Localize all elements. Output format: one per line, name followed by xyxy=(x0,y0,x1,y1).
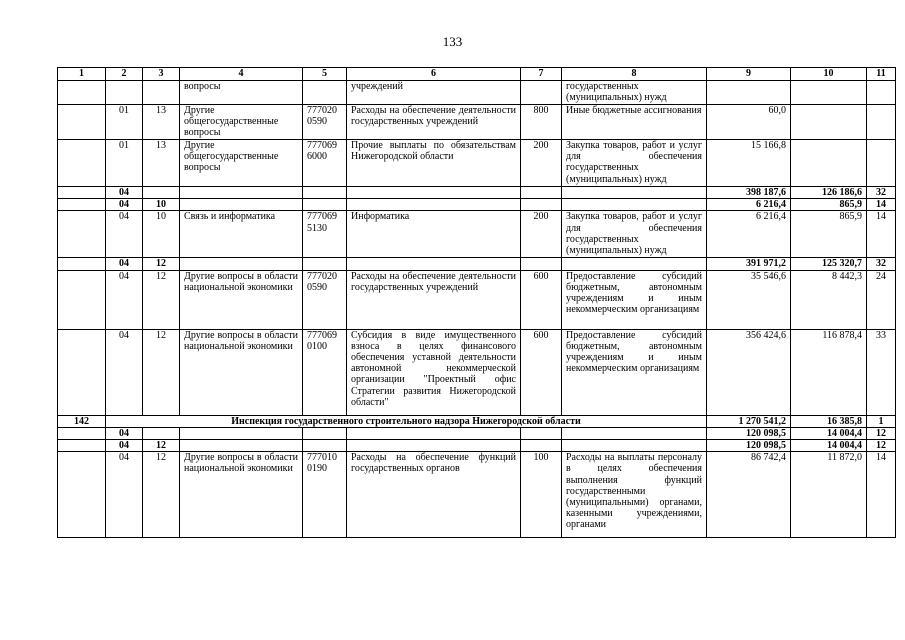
cell-col11: 32 xyxy=(867,258,896,270)
cell-amount-2: 11 872,0 xyxy=(791,452,867,538)
cell-col11: 12 xyxy=(867,427,896,439)
cell-expense-type-name xyxy=(562,427,707,439)
cell-article-name: учреждений xyxy=(347,81,521,105)
cell-amount-2: 865,9 xyxy=(791,199,867,211)
cell-target-article: 777069 6000 xyxy=(303,140,347,187)
column-header: 5 xyxy=(303,68,347,81)
cell-subsection-name: Другие вопросы в области национальной экономики xyxy=(180,329,303,415)
cell-expense-type xyxy=(521,440,562,452)
table-row xyxy=(58,81,896,105)
table-row xyxy=(58,105,896,140)
cell-col11: 32 xyxy=(867,187,896,199)
table-row xyxy=(58,140,896,187)
cell-subsection-name xyxy=(180,187,303,199)
cell-target-article: 777069 0100 xyxy=(303,329,347,415)
cell-subsection: 10 xyxy=(143,199,180,211)
cell-code xyxy=(58,187,106,199)
cell-amount-2: 865,9 xyxy=(791,211,867,258)
cell-subsection: 12 xyxy=(143,329,180,415)
cell-amount-2: 116 878,4 xyxy=(791,329,867,415)
cell-amount: 15 166,8 xyxy=(707,140,791,187)
cell-amount: 60,0 xyxy=(707,105,791,140)
cell-target-article: 777020 0590 xyxy=(303,105,347,140)
cell-section: 04 xyxy=(106,270,143,329)
cell-expense-type xyxy=(521,81,562,105)
column-header: 6 xyxy=(347,68,521,81)
cell-amount: 6 216,4 xyxy=(707,211,791,258)
cell-target-article: 777010 0190 xyxy=(303,452,347,538)
cell-col11: 14 xyxy=(867,452,896,538)
cell-amount-2 xyxy=(791,105,867,140)
cell-article-name: Субсидия в виде имущественного взноса в целях финансового обеспечения уставной деятельности автономной некоммерческой организации "Проектный офис Стратегии развития Нижегородской области" xyxy=(347,329,521,415)
cell-section: 04 xyxy=(106,452,143,538)
cell-col11 xyxy=(867,81,896,105)
cell-article-name: Расходы на обеспечение деятельности государственных учреждений xyxy=(347,270,521,329)
cell-expense-type xyxy=(521,427,562,439)
cell-expense-type-name xyxy=(562,440,707,452)
cell-expense-type-name xyxy=(562,199,707,211)
cell-amount xyxy=(707,81,791,105)
cell-amount-2: 125 320,7 xyxy=(791,258,867,270)
cell-amount: 35 546,6 xyxy=(707,270,791,329)
cell-amount: 391 971,2 xyxy=(707,258,791,270)
cell-target-article xyxy=(303,199,347,211)
cell-amount: 86 742,4 xyxy=(707,452,791,538)
cell-subsection-name: Другие вопросы в области национальной экономики xyxy=(180,270,303,329)
department-row xyxy=(58,415,896,427)
table-row xyxy=(58,270,896,329)
column-header-row xyxy=(58,68,896,81)
cell-target-article xyxy=(303,81,347,105)
table-row xyxy=(58,187,896,199)
cell-expense-type: 200 xyxy=(521,140,562,187)
cell-code xyxy=(58,140,106,187)
cell-expense-type: 200 xyxy=(521,211,562,258)
column-header: 2 xyxy=(106,68,143,81)
cell-target-article: 777020 0590 xyxy=(303,270,347,329)
cell-section xyxy=(106,81,143,105)
cell-expense-type-name: государственных (муниципальных) нужд xyxy=(562,81,707,105)
cell-section: 01 xyxy=(106,140,143,187)
cell-subsection: 12 xyxy=(143,452,180,538)
cell-expense-type: 100 xyxy=(521,452,562,538)
cell-col11: 24 xyxy=(867,270,896,329)
cell-amount: 120 098,5 xyxy=(707,440,791,452)
cell-expense-type xyxy=(521,258,562,270)
cell-expense-type-name: Закупка товаров, работ и услуг для обеспечения государственных (муниципальных) нужд xyxy=(562,140,707,187)
cell-amount: 1 270 541,2 xyxy=(707,415,791,427)
cell-amount-2: 16 385,8 xyxy=(791,415,867,427)
cell-code xyxy=(58,270,106,329)
cell-amount-2: 14 004,4 xyxy=(791,440,867,452)
cell-subsection-name: Связь и информатика xyxy=(180,211,303,258)
cell-section: 04 xyxy=(106,258,143,270)
cell-expense-type-name: Закупка товаров, работ и услуг для обеспечения государственных (муниципальных) нужд xyxy=(562,211,707,258)
budget-table xyxy=(57,67,896,538)
cell-expense-type-name: Расходы на выплаты персоналу в целях обеспечения выполнения функций государственными (муниципальными) органами, казенными учреждениями, органами xyxy=(562,452,707,538)
cell-expense-type-name: Предоставление субсидий бюджетным, автономным учреждениям и иным некоммерческим организациям xyxy=(562,329,707,415)
cell-subsection xyxy=(143,427,180,439)
cell-subsection-name xyxy=(180,258,303,270)
cell-col11: 14 xyxy=(867,199,896,211)
cell-col11: 1 xyxy=(867,415,896,427)
cell-code xyxy=(58,105,106,140)
cell-subsection-name: Другие общегосударственные вопросы xyxy=(180,140,303,187)
cell-section: 04 xyxy=(106,329,143,415)
table-row xyxy=(58,329,896,415)
cell-article-name: Расходы на обеспечение деятельности государственных учреждений xyxy=(347,105,521,140)
cell-subsection-name xyxy=(180,440,303,452)
cell-target-article xyxy=(303,440,347,452)
cell-subsection-name: вопросы xyxy=(180,81,303,105)
cell-code: 142 xyxy=(58,415,106,427)
cell-amount-2 xyxy=(791,81,867,105)
cell-code xyxy=(58,81,106,105)
table-row xyxy=(58,427,896,439)
cell-amount-2: 14 004,4 xyxy=(791,427,867,439)
cell-subsection: 13 xyxy=(143,105,180,140)
cell-expense-type: 600 xyxy=(521,329,562,415)
cell-subsection xyxy=(143,81,180,105)
cell-subsection: 12 xyxy=(143,270,180,329)
cell-amount: 398 187,6 xyxy=(707,187,791,199)
table-row xyxy=(58,199,896,211)
cell-col11 xyxy=(867,140,896,187)
column-header: 11 xyxy=(867,68,896,81)
cell-subsection-name xyxy=(180,427,303,439)
column-header: 8 xyxy=(562,68,707,81)
cell-col11: 14 xyxy=(867,211,896,258)
cell-subsection xyxy=(143,187,180,199)
cell-amount: 120 098,5 xyxy=(707,427,791,439)
cell-code xyxy=(58,452,106,538)
cell-code xyxy=(58,211,106,258)
cell-subsection-name: Другие вопросы в области национальной экономики xyxy=(180,452,303,538)
table-row xyxy=(58,258,896,270)
cell-section: 04 xyxy=(106,187,143,199)
cell-expense-type-name xyxy=(562,258,707,270)
cell-col11: 33 xyxy=(867,329,896,415)
cell-article-name xyxy=(347,258,521,270)
cell-subsection-name xyxy=(180,199,303,211)
cell-expense-type xyxy=(521,187,562,199)
cell-article-name xyxy=(347,187,521,199)
cell-expense-type-name: Предоставление субсидий бюджетным, автономным учреждениям и иным некоммерческим организациям xyxy=(562,270,707,329)
cell-expense-type xyxy=(521,199,562,211)
cell-amount-2 xyxy=(791,140,867,187)
cell-amount-2: 8 442,3 xyxy=(791,270,867,329)
column-header: 3 xyxy=(143,68,180,81)
cell-target-article xyxy=(303,187,347,199)
cell-code xyxy=(58,199,106,211)
cell-col11: 12 xyxy=(867,440,896,452)
cell-section: 04 xyxy=(106,211,143,258)
column-header: 7 xyxy=(521,68,562,81)
cell-col11 xyxy=(867,105,896,140)
cell-expense-type-name: Иные бюджетные ассигнования xyxy=(562,105,707,140)
cell-section: 04 xyxy=(106,440,143,452)
column-header: 4 xyxy=(180,68,303,81)
cell-section: 01 xyxy=(106,105,143,140)
cell-amount: 6 216,4 xyxy=(707,199,791,211)
cell-article-name xyxy=(347,199,521,211)
cell-code xyxy=(58,440,106,452)
cell-code xyxy=(58,258,106,270)
cell-target-article: 777069 5130 xyxy=(303,211,347,258)
cell-article-name: Расходы на обеспечение функций государственных органов xyxy=(347,452,521,538)
cell-section: 04 xyxy=(106,427,143,439)
table-row xyxy=(58,211,896,258)
cell-subsection-name: Другие общегосударственные вопросы xyxy=(180,105,303,140)
cell-section: 04 xyxy=(106,199,143,211)
cell-expense-type-name xyxy=(562,187,707,199)
cell-amount: 356 424,6 xyxy=(707,329,791,415)
cell-target-article xyxy=(303,427,347,439)
column-header: 9 xyxy=(707,68,791,81)
cell-article-name: Прочие выплаты по обязательствам Нижегородской области xyxy=(347,140,521,187)
table-row xyxy=(58,440,896,452)
cell-target-article xyxy=(303,258,347,270)
cell-expense-type: 600 xyxy=(521,270,562,329)
cell-code xyxy=(58,329,106,415)
cell-subsection: 10 xyxy=(143,211,180,258)
cell-code xyxy=(58,427,106,439)
page-number: 133 xyxy=(442,34,463,49)
cell-article-name xyxy=(347,427,521,439)
cell-article-name: Информатика xyxy=(347,211,521,258)
column-header: 1 xyxy=(58,68,106,81)
column-header: 10 xyxy=(791,68,867,81)
table-row xyxy=(58,452,896,538)
cell-subsection: 12 xyxy=(143,440,180,452)
cell-article-name xyxy=(347,440,521,452)
cell-amount-2: 126 186,6 xyxy=(791,187,867,199)
cell-expense-type: 800 xyxy=(521,105,562,140)
cell-subsection: 12 xyxy=(143,258,180,270)
cell-subsection: 13 xyxy=(143,140,180,187)
department-title: Инспекция государственного строительного надзора Нижегородской области xyxy=(106,415,707,427)
